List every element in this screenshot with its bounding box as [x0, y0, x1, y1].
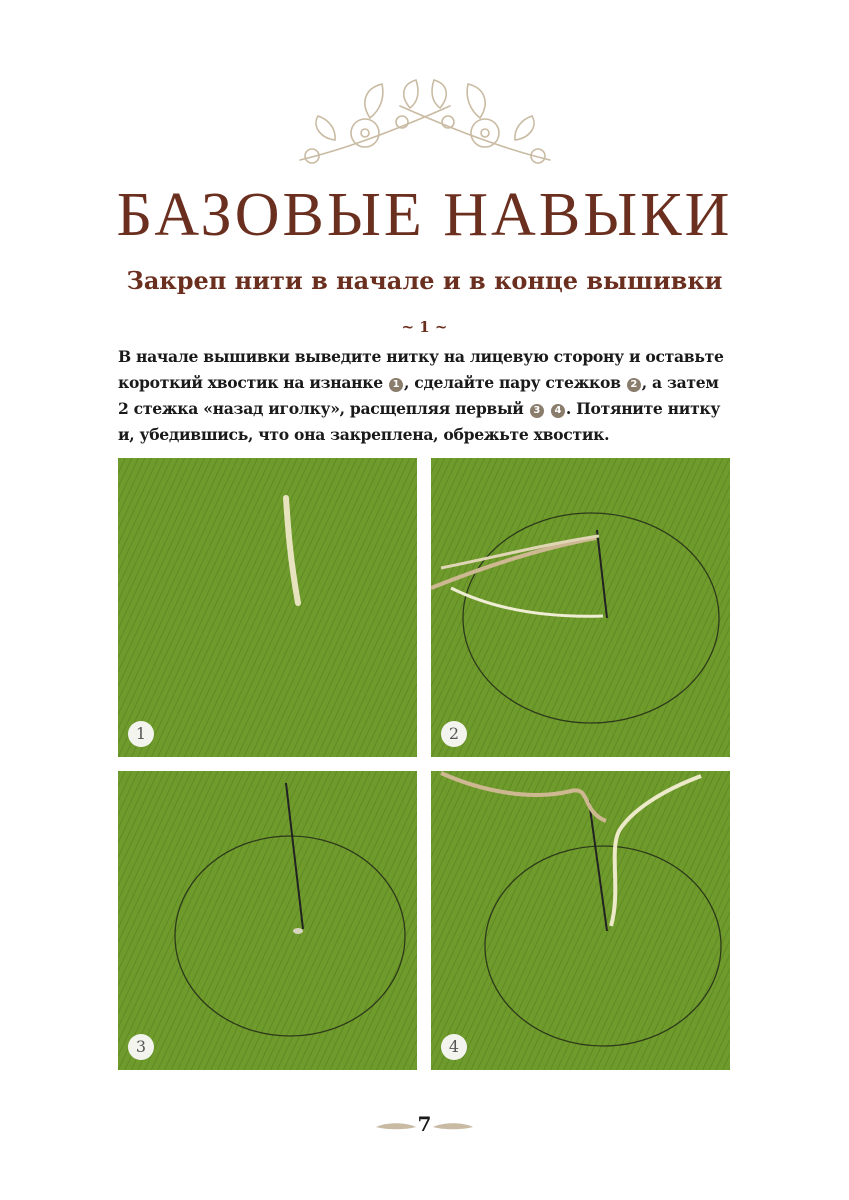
instruction-text	[118, 344, 738, 448]
photo-step-2	[431, 458, 730, 757]
section-subtitle: Закреп нити в начале и в конце вышивки	[126, 266, 723, 295]
photo-step-1	[118, 458, 417, 757]
page-title: БАЗОВЫЕ НАВЫКИ	[116, 181, 733, 249]
step-badge-4: 4	[551, 404, 565, 418]
fabric-thread-icon	[118, 458, 417, 757]
floral-ornament-icon	[290, 78, 560, 178]
left-swash-icon	[376, 1122, 416, 1132]
page-number: 7	[417, 1112, 432, 1136]
photo-label: 4	[441, 1034, 467, 1060]
instruction-line: 2 стежка «назад иголку», расщепляя первый 3 4 . Потяните нитку	[118, 399, 721, 418]
step-number: ~ 1 ~	[401, 318, 448, 336]
fabric-needle-icon	[118, 771, 417, 1070]
photo-step-3	[118, 771, 417, 1070]
instruction-line: короткий хвостик на изнанке 1 , сделайте пару стежков 2 , а затем	[118, 373, 719, 392]
instruction-line: и, убедившись, что она закреплена, обрежьте хвостик.	[118, 425, 610, 444]
step-badge-2: 2	[627, 378, 641, 392]
photo-label: 3	[128, 1034, 154, 1060]
step-badge-1: 1	[389, 378, 403, 392]
step-badge-3: 3	[530, 404, 544, 418]
fabric-needle-icon	[431, 771, 730, 1070]
photo-label: 1	[128, 721, 154, 747]
fabric-needle-icon	[431, 458, 730, 757]
right-swash-icon	[433, 1122, 473, 1132]
page-footer	[0, 1112, 849, 1142]
instruction-line: В начале вышивки выведите нитку на лицевую сторону и оставьте	[118, 347, 724, 366]
photo-step-4	[431, 771, 730, 1070]
photo-label: 2	[441, 721, 467, 747]
